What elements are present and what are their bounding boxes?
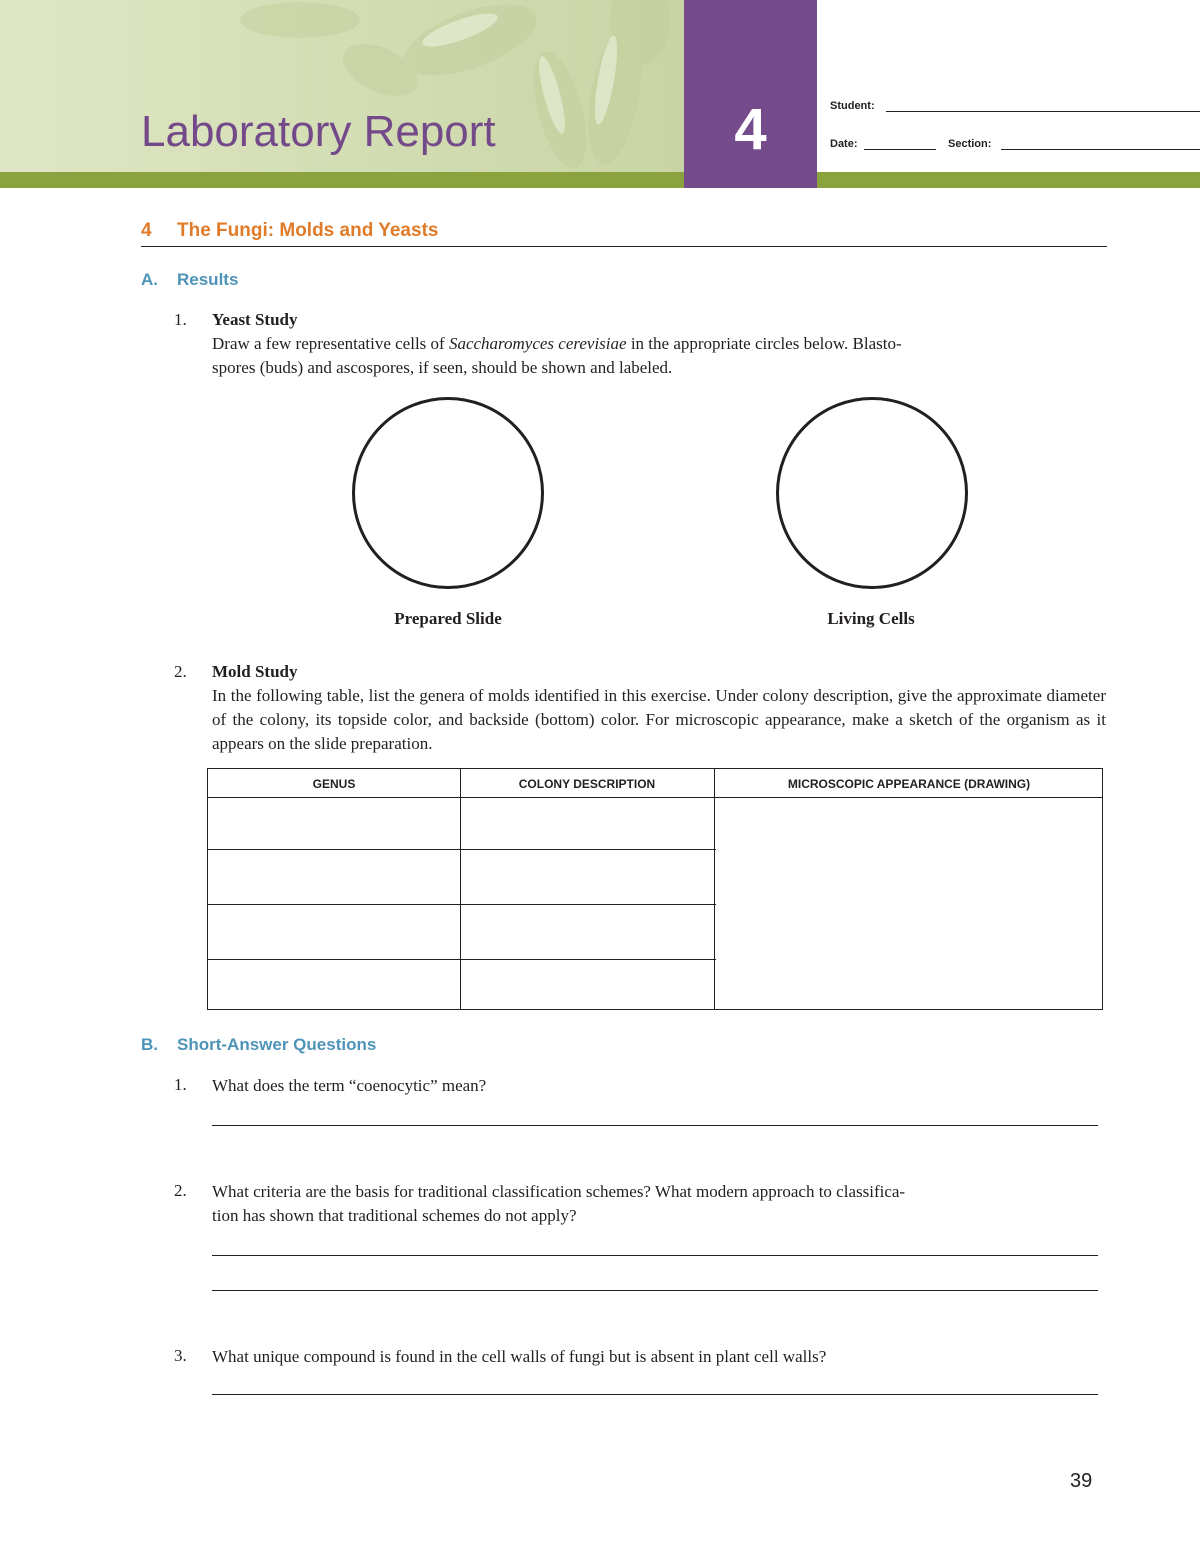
header-banner-image	[0, 0, 684, 188]
living-cells-label: Living Cells	[827, 609, 915, 628]
section-b-heading	[141, 1035, 376, 1055]
question-2-number: 2.	[174, 1181, 187, 1200]
chapter-box	[684, 0, 817, 188]
chapter-number: 4	[734, 97, 767, 162]
section-a-heading	[141, 270, 238, 290]
prepared-slide-drawing-circle[interactable]	[352, 397, 544, 589]
question-2-answer-line[interactable]	[212, 1290, 1098, 1291]
question-2-text-line1: What criteria are the basis for traditional classification schemes? What modern approach to classifica-	[212, 1182, 906, 1201]
mold-study-number: 2.	[174, 662, 187, 681]
genus-cell[interactable]	[208, 960, 460, 1009]
question-1-text: What does the term “coenocytic” mean?	[212, 1076, 487, 1095]
header-rule-right	[817, 172, 1200, 188]
table-header-microscopic-appearance: MICROSCOPIC APPEARANCE (DRAWING)	[787, 777, 1031, 791]
genus-cell[interactable]	[208, 850, 460, 904]
page-number: 39	[1070, 1470, 1093, 1492]
colony-description-cell[interactable]	[461, 798, 714, 849]
species-name: Saccharomyces cerevisiae	[448, 334, 627, 353]
section-b-title: Short-Answer Questions	[177, 1035, 377, 1054]
instruction-text: Draw a few representative cells of	[212, 334, 449, 353]
question-1-number: 1.	[174, 1075, 187, 1094]
section-b-letter: B.	[141, 1035, 158, 1054]
question-3-number: 3.	[174, 1346, 187, 1365]
section-a-letter: A.	[141, 270, 158, 289]
mold-study-instructions: In the following table, list the genera of molds identified in this exercise. Under colony description, give the approximate diameter of the colony, its topside color, and backside (bottom) color. For microscopic appearance, make a sketch of the organism as it appears on the slide preparation.	[212, 686, 1106, 753]
genus-cell[interactable]	[208, 905, 460, 959]
student-label: Student:	[830, 100, 875, 112]
student-field[interactable]	[886, 111, 1200, 112]
colony-description-cell[interactable]	[461, 960, 714, 1009]
colony-description-cell[interactable]	[461, 905, 714, 959]
mold-table	[207, 768, 1103, 1010]
microscopic-drawing-area[interactable]	[715, 798, 1102, 1009]
prepared-slide-label: Prepared Slide	[394, 609, 502, 628]
yeast-study-number: 1.	[174, 310, 187, 329]
yeast-study-instructions-line2: spores (buds) and ascospores, if seen, should be shown and labeled.	[212, 358, 673, 377]
section-field[interactable]	[1001, 149, 1200, 150]
date-label: Date:	[830, 138, 858, 150]
table-header-colony-description: COLONY DESCRIPTION	[518, 777, 656, 791]
question-2-answer-line[interactable]	[212, 1255, 1098, 1256]
question-1-answer-line[interactable]	[212, 1125, 1098, 1126]
header-rule-left	[0, 172, 684, 188]
question-2-text-line2: tion has shown that traditional schemes do not apply?	[212, 1206, 577, 1225]
chapter-heading-number: 4	[141, 220, 152, 241]
date-field[interactable]	[864, 149, 936, 150]
colony-description-cell[interactable]	[461, 850, 714, 904]
report-title: Laboratory Report	[141, 107, 496, 156]
chapter-heading-title: The Fungi: Molds and Yeasts	[177, 220, 439, 241]
section-label: Section:	[948, 138, 992, 150]
genus-cell[interactable]	[208, 798, 460, 849]
yeast-study-title: Yeast Study	[212, 310, 298, 329]
question-3-answer-line[interactable]	[212, 1394, 1098, 1395]
section-a-title: Results	[177, 270, 239, 289]
question-3-text: What unique compound is found in the cell walls of fungi but is absent in plant cell walls?	[212, 1347, 827, 1366]
chapter-heading	[141, 220, 438, 242]
yeast-study-instructions-line1	[212, 332, 1106, 356]
heading-rule	[141, 246, 1107, 247]
yeast-micrograph-image	[0, 0, 684, 188]
mold-study-title: Mold Study	[212, 662, 298, 681]
living-cells-drawing-circle[interactable]	[776, 397, 968, 589]
instruction-text-cont: in the appropriate circles below. Blasto-	[626, 334, 902, 353]
table-header-genus: GENUS	[312, 777, 356, 791]
